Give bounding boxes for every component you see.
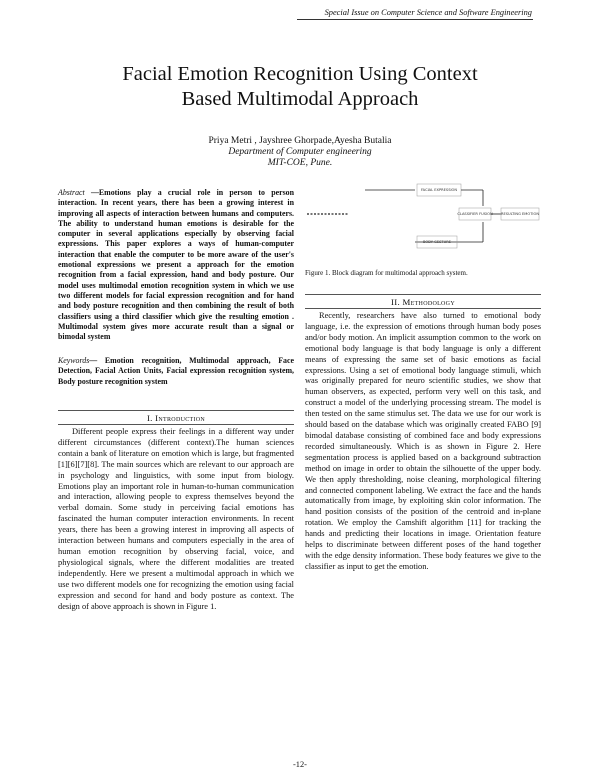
section-rule-bottom <box>58 424 294 425</box>
diagram-label-facial: FACIAL EXPRESSION <box>420 188 458 192</box>
abstract-lead: Abstract <box>58 188 85 197</box>
diagram-label-body: BODY GESTURE <box>422 240 452 244</box>
section-heading-introduction: I. Introduction <box>146 413 206 423</box>
figure-1-caption: Figure 1. Block diagram for multimodal approach system. <box>305 269 468 277</box>
institute: MIT-COE, Pune. <box>267 158 333 168</box>
keywords-lead: Keywords <box>58 356 90 365</box>
section-rule-top <box>305 294 541 295</box>
introduction-body: Different people express their feelings in a different way under different circumstances (different context).The human sciences contain a bank of literature on emotion which is large, but fragmented [1][6][7][8]. The main sources which are relevant to our approach are in psychology and linguistics, with some input from biology. Emotions play an important role in human-to-human communication and interaction, allowing people to express themselves beyond the verbal domain. Some study in perceiving facial emotions has fascinated the human computer interaction environments. In recent years, there has been a growing interest in improving all aspects of interaction between humans and computers especially in the area of human emotion recognition by observing facial, voice, and physiological signals, where the different modalities are treated independently. Here we present a multimodal approach in which we use two different models one for recognizing the emotion using facial expression and second for hand and body posture as context. The design of above approach is shown in Figure 1. <box>58 427 294 611</box>
affiliation <box>60 147 540 169</box>
paper-title <box>60 62 540 112</box>
section-heading-methodology: II. Methodology <box>391 297 455 307</box>
section-rule-bottom <box>305 308 541 309</box>
diagram-label-fusion: CLASSIFIER FUSION <box>457 212 493 216</box>
page-number: -12- <box>293 760 307 769</box>
abstract-text: —Emotions play a crucial role in person to person interaction. In recent years, there has been a growing interest in improving all aspects of interaction between humans and computers. The ability to understand human emotions is desirable for the computer in several applications especially by observing facial expressions. This paper explores a ways of human-computer interaction that enable the computer to be more aware of the user's emotional expressions we present a approach for the emotion recognition from a facial expression, hand and body posture. Our model uses multimodal emotion recognition system in which we use two different models for facial expression recognition and for hand and body posture recognition and then combining the result of both classifiers using a third classifier which give the resulting emotion . Multimodal system gives more accurate result than a signal or bimodal system <box>58 188 294 342</box>
diagram-label-result: RESULTING EMOTION <box>500 212 540 216</box>
methodology-body: Recently, researchers have also turned to emotional body language, i.e. the expression of emotions through human body poses and/or body motion. An implicit assumption common to the work on emotional body language is that body language is only a different means of expressing the same set of basic emotions as facial expressions. Using a set of emotional body language stimuli, which was originally prepared for neuro scientific studies, we show that human observers, as expected, perform very well on this task, and construct a model of the underlying processing stream. The model is then tested on the same stimulus set. The data we use for our work is should based on the database which was originally created FABO [9] bimodal database consisting of combined face and body expressions recorded simultaneously. Which is as shown in Figure 2. Here segmentation process is applied based on a background subtraction method on image in order to obtain the silhouette of the upper body. We then apply thresholding, noise cleaning, morphological filtering and connected component labeling. We extract the face and the hands automatically from image, by exploiting skin color information. The hand position consists of the position of the centroid and in-plane rotation. We employ the Camshift algorithm [11] for tracking the hands and predicting their locations in image. Orientation feature helps to discriminate between different poses of the hand together with the edge density information. These body features we give to the classifier as input to get the emotion. <box>305 311 541 571</box>
figure-1-block-diagram <box>305 180 541 260</box>
header-rule <box>297 19 533 20</box>
title-line-2: Based Multimodal Approach <box>181 88 419 110</box>
abstract <box>58 188 294 342</box>
title-line-1: Facial Emotion Recognition Using Context <box>122 63 478 85</box>
keywords-text: — Emotion recognition, Multimodal approach, Face Detection, Facial Action Units, Facial expression recognition system, Body posture recognition system <box>58 356 294 386</box>
author-list: Priya Metri , Jayshree Ghorpade,Ayesha Butalia <box>208 136 392 146</box>
section-rule-top <box>58 410 294 411</box>
department: Department of Computer engineering <box>228 147 372 157</box>
keywords <box>58 356 294 387</box>
journal-header: Special Issue on Computer Science and Software Engineering <box>324 8 532 17</box>
